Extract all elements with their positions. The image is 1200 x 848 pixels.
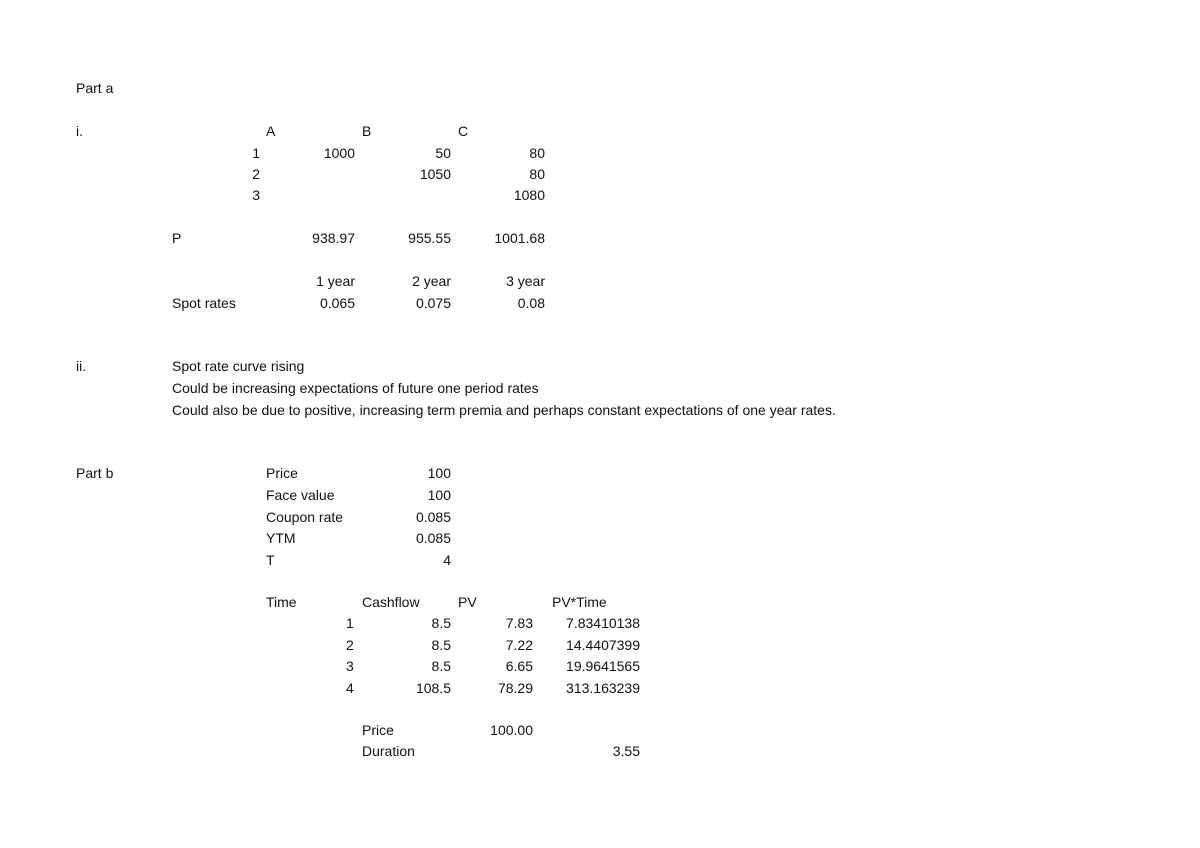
param-label: Price [266,465,298,481]
row-cashflow: 8.5 [431,658,451,674]
param-value: 4 [443,552,451,568]
part-a-heading: Part a [76,80,114,96]
maturity-header: 1 year [316,273,355,289]
cell-c: 1080 [513,187,545,203]
row-pv-time: 7.83410138 [566,615,640,631]
cell-b: 1050 [419,166,451,182]
spot-rate-value: 0.08 [517,295,545,311]
param-label: YTM [266,530,296,546]
param-value: 100 [427,487,451,503]
table-header-cashflow: Cashflow [362,594,420,610]
row-time: 3 [346,658,354,674]
row-cashflow: 8.5 [431,615,451,631]
price-row-label: P [172,230,182,246]
period-label: 2 [252,166,260,182]
row-pv: 6.65 [505,658,533,674]
row-pv: 7.83 [505,615,533,631]
explanation-line: Spot rate curve rising [172,358,305,374]
explanation-line: Could be increasing expectations of future one period rates [172,380,539,396]
row-pv-time: 313.163239 [566,680,640,696]
explanation-line: Could also be due to positive, increasing term premia and perhaps constant expectations of one year rates. [172,402,836,418]
summary-duration-value: 3.55 [612,743,640,759]
table-header-pv-time: PV*Time [552,594,607,610]
column-header-a: A [266,123,276,139]
param-label: T [266,552,275,568]
column-header-b: B [362,123,372,139]
param-value: 0.085 [415,530,451,546]
row-cashflow: 108.5 [415,680,451,696]
summary-price-label: Price [362,722,394,738]
param-value: 0.085 [415,509,451,525]
spot-rate-value: 0.065 [319,295,355,311]
section-i-label: i. [76,123,83,139]
period-label: 3 [252,187,260,203]
column-header-c: C [458,123,469,139]
row-cashflow: 8.5 [431,637,451,653]
maturity-header: 3 year [506,273,545,289]
param-value: 100 [427,465,451,481]
part-b-heading: Part b [76,465,114,481]
row-time: 2 [346,637,354,653]
period-label: 1 [252,145,260,161]
summary-duration-label: Duration [362,743,415,759]
row-time: 1 [346,615,354,631]
price-value: 955.55 [408,230,451,246]
cell-a: 1000 [323,145,355,161]
cell-b: 50 [435,145,451,161]
summary-price-value: 100.00 [490,722,533,738]
param-label: Face value [266,487,335,503]
price-value: 1001.68 [494,230,545,246]
maturity-header: 2 year [412,273,451,289]
cell-c: 80 [529,166,545,182]
row-pv-time: 19.9641565 [566,658,640,674]
row-time: 4 [346,680,354,696]
spot-rates-label: Spot rates [172,295,236,311]
param-label: Coupon rate [266,509,344,525]
cell-c: 80 [529,145,545,161]
spot-rate-value: 0.075 [415,295,451,311]
section-ii-label: ii. [76,358,87,374]
row-pv: 7.22 [505,637,533,653]
row-pv: 78.29 [497,680,533,696]
table-header-pv: PV [458,594,477,610]
table-header-time: Time [266,594,297,610]
row-pv-time: 14.4407399 [566,637,640,653]
price-value: 938.97 [312,230,355,246]
